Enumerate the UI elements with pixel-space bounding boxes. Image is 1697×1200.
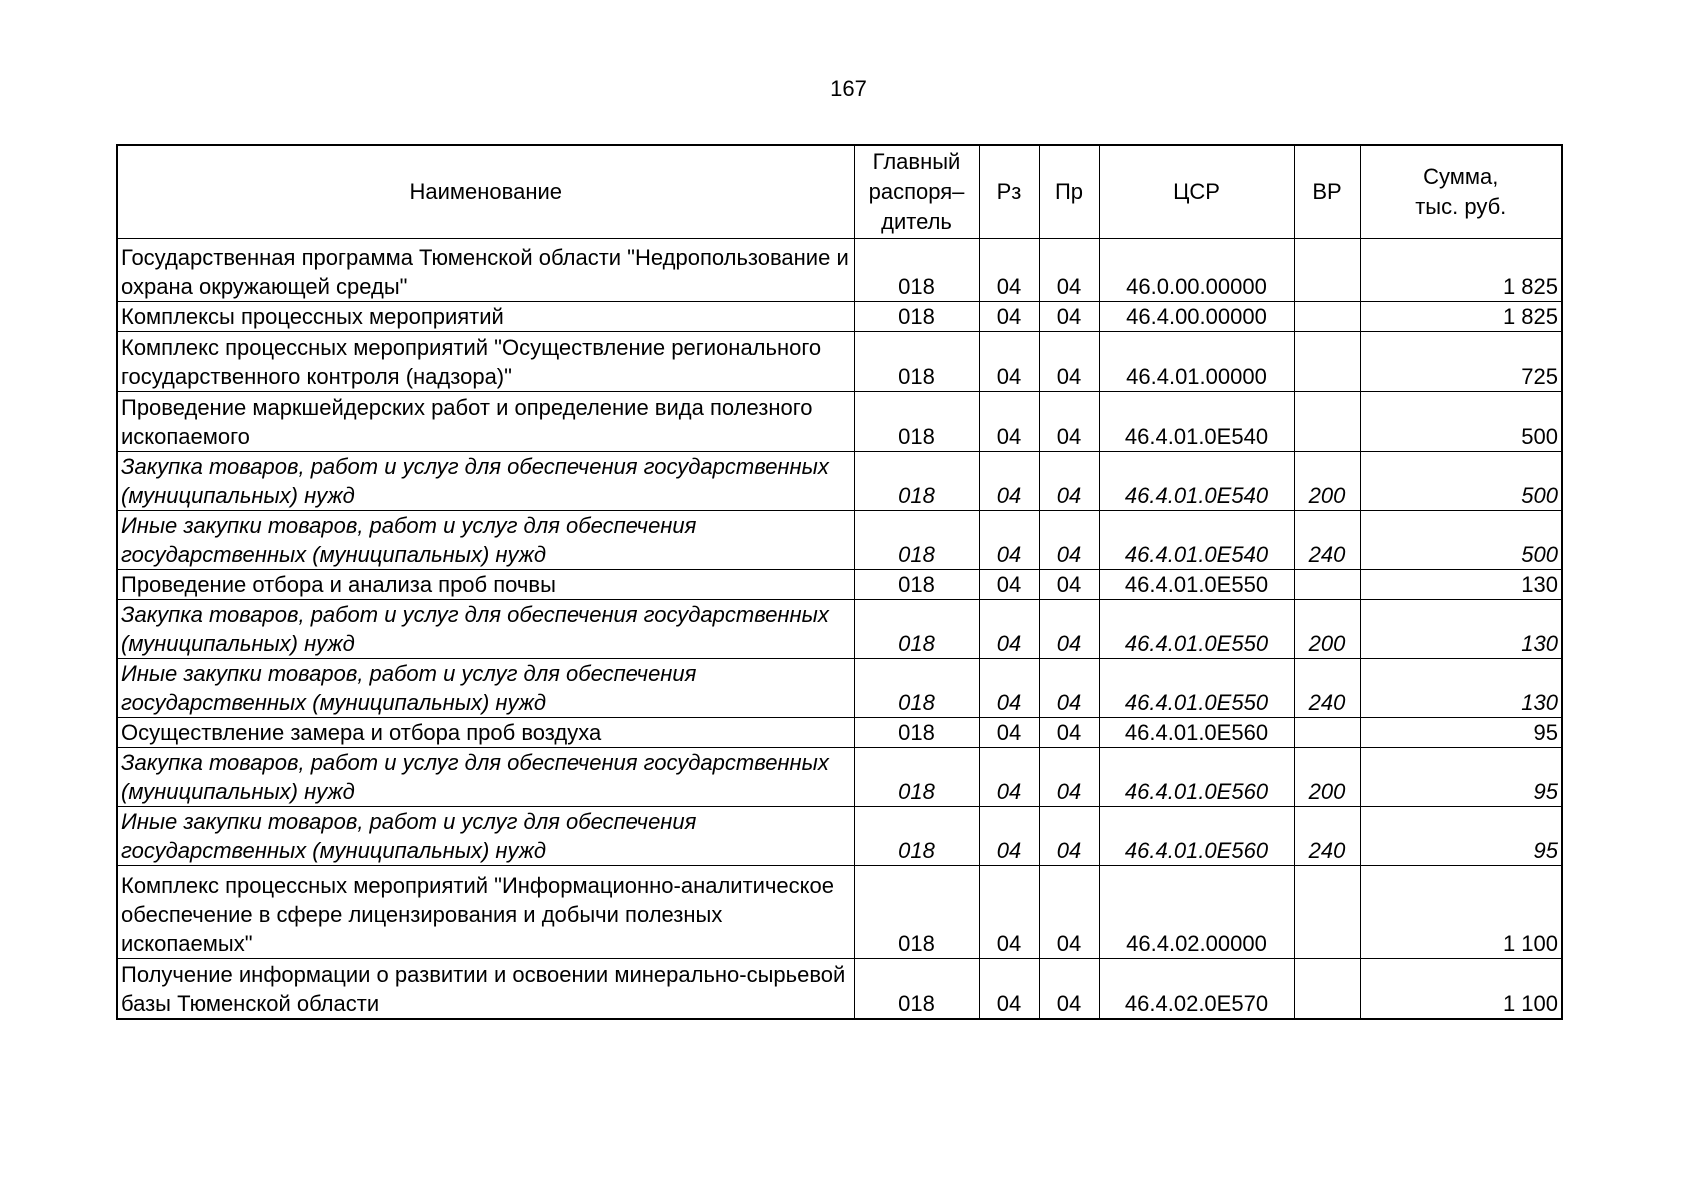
cell-vr: 240 [1294, 511, 1360, 570]
header-vr: ВР [1294, 145, 1360, 239]
cell-name: Государственная программа Тюменской области "Недропользование и охрана окружающей среды" [117, 239, 854, 302]
cell-chief-manager: 018 [854, 392, 979, 452]
table-row [117, 600, 1562, 659]
cell-csr: 46.4.01.0Е550 [1099, 570, 1294, 600]
table-row [117, 866, 1562, 959]
table-row [117, 332, 1562, 392]
cell-vr [1294, 570, 1360, 600]
cell-vr: 200 [1294, 452, 1360, 511]
cell-pr: 04 [1039, 748, 1099, 807]
cell-sum: 95 [1360, 807, 1562, 866]
cell-csr: 46.4.00.00000 [1099, 302, 1294, 332]
cell-csr: 46.4.02.0Е570 [1099, 959, 1294, 1020]
header-chief-manager: Главный распоря– дитель [854, 145, 979, 239]
cell-pr: 04 [1039, 659, 1099, 718]
cell-chief-manager: 018 [854, 748, 979, 807]
cell-pr: 04 [1039, 511, 1099, 570]
cell-name: Осуществление замера и отбора проб воздуха [117, 718, 854, 748]
cell-csr: 46.4.01.0Е540 [1099, 511, 1294, 570]
cell-name: Получение информации о развитии и освоении минерально-сырьевой базы Тюменской области [117, 959, 854, 1020]
cell-chief-manager: 018 [854, 718, 979, 748]
cell-rz: 04 [979, 659, 1039, 718]
cell-pr: 04 [1039, 452, 1099, 511]
cell-pr: 04 [1039, 332, 1099, 392]
table-row [117, 452, 1562, 511]
cell-chief-manager: 018 [854, 570, 979, 600]
cell-vr: 240 [1294, 659, 1360, 718]
cell-pr: 04 [1039, 570, 1099, 600]
table-body [117, 239, 1562, 1020]
cell-chief-manager: 018 [854, 807, 979, 866]
cell-chief-manager: 018 [854, 659, 979, 718]
cell-sum: 1 100 [1360, 866, 1562, 959]
cell-sum: 130 [1360, 659, 1562, 718]
cell-vr [1294, 332, 1360, 392]
cell-pr: 04 [1039, 600, 1099, 659]
cell-vr [1294, 718, 1360, 748]
cell-csr: 46.4.01.00000 [1099, 332, 1294, 392]
table-row [117, 807, 1562, 866]
cell-rz: 04 [979, 332, 1039, 392]
cell-vr [1294, 959, 1360, 1020]
table-row [117, 392, 1562, 452]
header-name: Наименование [117, 145, 854, 239]
cell-chief-manager: 018 [854, 452, 979, 511]
cell-rz: 04 [979, 239, 1039, 302]
cell-name: Комплексы процессных мероприятий [117, 302, 854, 332]
table-header-row [117, 145, 1562, 239]
cell-sum: 725 [1360, 332, 1562, 392]
cell-chief-manager: 018 [854, 866, 979, 959]
cell-csr: 46.0.00.00000 [1099, 239, 1294, 302]
cell-pr: 04 [1039, 866, 1099, 959]
cell-name: Иные закупки товаров, работ и услуг для обеспечения государственных (муниципальных) нужд [117, 659, 854, 718]
table-row [117, 718, 1562, 748]
table-row [117, 511, 1562, 570]
cell-sum: 500 [1360, 511, 1562, 570]
cell-rz: 04 [979, 748, 1039, 807]
header-csr: ЦСР [1099, 145, 1294, 239]
cell-chief-manager: 018 [854, 239, 979, 302]
cell-vr [1294, 239, 1360, 302]
cell-csr: 46.4.01.0Е540 [1099, 452, 1294, 511]
cell-name: Комплекс процессных мероприятий "Осуществление регионального государственного контроля (надзора)" [117, 332, 854, 392]
cell-pr: 04 [1039, 239, 1099, 302]
cell-sum: 1 825 [1360, 302, 1562, 332]
cell-csr: 46.4.01.0Е550 [1099, 659, 1294, 718]
cell-rz: 04 [979, 600, 1039, 659]
cell-chief-manager: 018 [854, 302, 979, 332]
cell-pr: 04 [1039, 302, 1099, 332]
cell-vr [1294, 302, 1360, 332]
cell-rz: 04 [979, 807, 1039, 866]
cell-name: Иные закупки товаров, работ и услуг для обеспечения государственных (муниципальных) нужд [117, 807, 854, 866]
cell-sum: 500 [1360, 452, 1562, 511]
cell-csr: 46.4.01.0Е560 [1099, 718, 1294, 748]
cell-chief-manager: 018 [854, 959, 979, 1020]
cell-pr: 04 [1039, 959, 1099, 1020]
cell-sum: 130 [1360, 570, 1562, 600]
table-row [117, 959, 1562, 1020]
header-rz: Рз [979, 145, 1039, 239]
cell-csr: 46.4.01.0Е560 [1099, 748, 1294, 807]
cell-name: Комплекс процессных мероприятий "Информационно-аналитическое обеспечение в сфере лицензирования и добычи полезных ископаемых" [117, 866, 854, 959]
cell-csr: 46.4.01.0Е550 [1099, 600, 1294, 659]
cell-chief-manager: 018 [854, 600, 979, 659]
cell-pr: 04 [1039, 807, 1099, 866]
cell-rz: 04 [979, 718, 1039, 748]
cell-rz: 04 [979, 866, 1039, 959]
cell-rz: 04 [979, 452, 1039, 511]
table-row [117, 239, 1562, 302]
page-number: 167 [830, 76, 867, 101]
cell-name: Закупка товаров, работ и услуг для обеспечения государственных (муниципальных) нужд [117, 748, 854, 807]
table-row [117, 302, 1562, 332]
cell-name: Иные закупки товаров, работ и услуг для обеспечения государственных (муниципальных) нужд [117, 511, 854, 570]
cell-rz: 04 [979, 302, 1039, 332]
cell-sum: 95 [1360, 748, 1562, 807]
cell-vr [1294, 392, 1360, 452]
cell-sum: 1 825 [1360, 239, 1562, 302]
header-sum: Сумма, тыс. руб. [1360, 145, 1562, 239]
cell-sum: 500 [1360, 392, 1562, 452]
header-pr: Пр [1039, 145, 1099, 239]
cell-sum: 95 [1360, 718, 1562, 748]
cell-chief-manager: 018 [854, 511, 979, 570]
cell-csr: 46.4.02.00000 [1099, 866, 1294, 959]
cell-name: Закупка товаров, работ и услуг для обеспечения государственных (муниципальных) нужд [117, 600, 854, 659]
cell-sum: 130 [1360, 600, 1562, 659]
table-row [117, 659, 1562, 718]
cell-vr: 200 [1294, 600, 1360, 659]
cell-csr: 46.4.01.0Е540 [1099, 392, 1294, 452]
cell-pr: 04 [1039, 392, 1099, 452]
cell-vr [1294, 866, 1360, 959]
cell-name: Проведение маркшейдерских работ и определение вида полезного ископаемого [117, 392, 854, 452]
table-row [117, 570, 1562, 600]
cell-rz: 04 [979, 392, 1039, 452]
cell-name: Закупка товаров, работ и услуг для обеспечения государственных (муниципальных) нужд [117, 452, 854, 511]
cell-pr: 04 [1039, 718, 1099, 748]
cell-name: Проведение отбора и анализа проб почвы [117, 570, 854, 600]
table-row [117, 748, 1562, 807]
cell-vr: 200 [1294, 748, 1360, 807]
cell-sum: 1 100 [1360, 959, 1562, 1020]
cell-rz: 04 [979, 570, 1039, 600]
cell-rz: 04 [979, 959, 1039, 1020]
cell-chief-manager: 018 [854, 332, 979, 392]
budget-table [116, 144, 1563, 1020]
cell-rz: 04 [979, 511, 1039, 570]
cell-csr: 46.4.01.0Е560 [1099, 807, 1294, 866]
cell-vr: 240 [1294, 807, 1360, 866]
